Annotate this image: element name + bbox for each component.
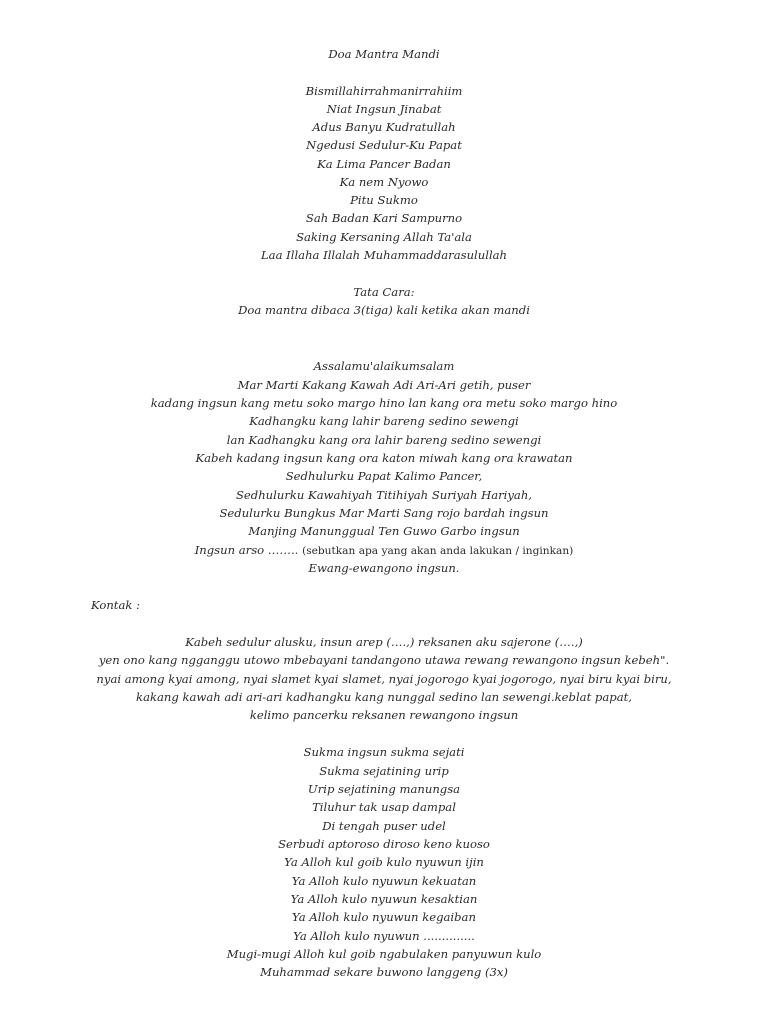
mantra-line: Mugi-mugi Alloh kul goib ngabulaken panyuwun kulo: [226, 947, 542, 961]
mantra-line: yen ono kang ngganggu utowo mbebayani tandangono utawa rewang rewangono ingsun kebeh".: [98, 653, 670, 667]
instruction-note: (sebutkan apa yang akan anda lakukan / inginkan): [302, 545, 574, 557]
mantra-line: Muhammad sekare buwono langgeng (3x): [260, 965, 508, 979]
mantra-line: Sedhulurku Papat Kalimo Pancer,: [285, 469, 483, 483]
mantra-line: Ka Lima Pancer Badan: [317, 157, 451, 171]
mantra-line: Bismillahirrahmanirrahiim: [305, 84, 463, 98]
mantra-line: Assalamu'alaikumsalam: [313, 359, 455, 373]
mantra-line: Ngedusi Sedulur-Ku Papat: [306, 138, 462, 152]
mantra-line: Niat Ingsun Jinabat: [326, 102, 442, 116]
mantra-line: Urip sejatining manungsa: [307, 782, 461, 796]
ingsun-arso-text: Ingsun arso ……..: [194, 543, 299, 557]
mantra-line: Kabeh kadang ingsun kang ora katon miwah kang ora krawatan: [195, 451, 573, 465]
mantra-line: Ya Alloh kul goib kulo nyuwun ijin: [284, 855, 484, 869]
mantra-line: kakang kawah adi ari-ari kadhangku kang nunggal sedino lan sewengi.keblat papat,: [136, 690, 632, 704]
mantra-line: lan Kadhangku kang ora lahir bareng sedino sewengi: [226, 433, 542, 447]
tata-cara-text: Doa mantra dibaca 3(tiga) kali ketika akan mandi: [238, 303, 530, 317]
mantra-line: Sedhulurku Kawahiyah Titihiyah Suriyah Hariyah,: [235, 488, 532, 502]
mantra-line: Tiluhur tak usap dampal: [312, 800, 456, 814]
mantra-line: Sukma sejatining urip: [319, 764, 449, 778]
mantra-line: kelimo pancerku reksanen rewangono ingsun: [249, 708, 519, 722]
mantra-line: Sah Badan Kari Sampurno: [305, 211, 463, 225]
mantra-line: nyai among kyai among, nyai slamet kyai slamet, nyai jogorogo kyai jogorogo, nyai biru kyai biru,: [96, 672, 672, 686]
mantra-line: kadang ingsun kang metu soko margo hino lan kang ora metu soko margo hino: [150, 396, 618, 410]
mantra-line: Kabeh sedulur alusku, insun arep (….,) reksanen aku sajerone (….,): [185, 635, 583, 649]
tata-cara-heading: Tata Cara:: [353, 285, 415, 299]
mantra-line: Manjing Manunggual Ten Guwo Garbo ingsun: [248, 524, 520, 538]
mantra-line: Ya Alloh kulo nyuwun kekuatan: [291, 874, 477, 888]
mantra-line: Di tengah puser udel: [322, 819, 446, 833]
kontak-label: Kontak :: [91, 598, 140, 612]
mantra-line: Ka nem Nyowo: [339, 175, 429, 189]
mantra-line: Adus Banyu Kudratullah: [312, 120, 456, 134]
mantra-line: Laa Illaha Illalah Muhammaddarasulullah: [260, 248, 508, 262]
mantra-line: Ya Alloh kulo nyuwun ..............: [293, 929, 475, 943]
mantra-line: Pitu Sukmo: [350, 193, 418, 207]
mantra-line: Saking Kersaning Allah Ta'ala: [296, 230, 472, 244]
mantra-line: Ya Alloh kulo nyuwun kegaiban: [292, 910, 476, 924]
ingsun-arso-line: [0, 541, 768, 560]
mantra-line: Sukma ingsun sukma sejati: [303, 745, 465, 759]
document-title: Doa Mantra Mandi: [328, 47, 440, 61]
mantra-line: Sedulurku Bungkus Mar Marti Sang rojo bardah ingsun: [219, 506, 549, 520]
mantra-line: Serbudi aptoroso diroso keno kuoso: [278, 837, 490, 851]
mantra-line: Ewang-ewangono ingsun.: [308, 561, 460, 575]
mantra-line: Mar Marti Kakang Kawah Adi Ari-Ari getih, puser: [237, 378, 531, 392]
mantra-line: Ya Alloh kulo nyuwun kesaktian: [290, 892, 478, 906]
mantra-line: Kadhangku kang lahir bareng sedino sewengi: [249, 414, 519, 428]
